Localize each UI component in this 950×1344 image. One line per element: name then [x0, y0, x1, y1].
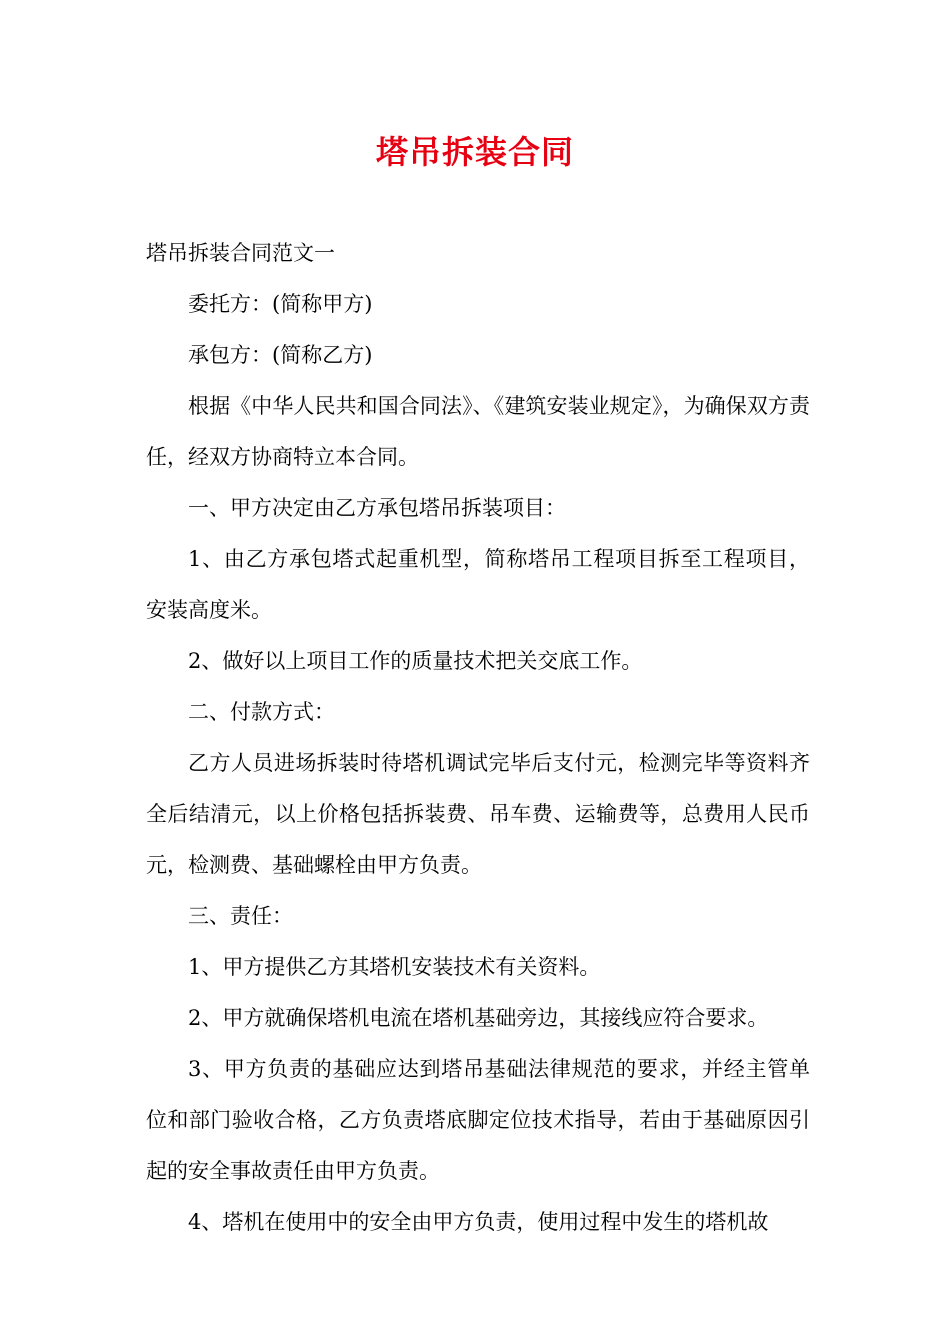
paragraph-client: 委托方：(简称甲方) — [188, 292, 373, 316]
subtitle-paragraph: 塔吊拆装合同范文一 — [146, 241, 335, 265]
paragraph-item-1-2: 2、做好以上项目工作的质量技术把关交底工作。 — [188, 649, 643, 673]
paragraph-basis: 根据《中华人民共和国合同法》、《建筑安装业规定》，为确保双方责任，经双方协商特立本合同。 — [146, 394, 810, 469]
paragraph-item-3-2: 2、甲方就确保塔机电流在塔机基础旁边，其接线应符合要求。 — [188, 1006, 769, 1030]
paragraph-item-1-1: 1、由乙方承包塔式起重机型，简称塔吊工程项目拆至工程项目，安装高度米。 — [146, 547, 810, 622]
section-heading-3: 三、责任： — [188, 904, 293, 928]
paragraph-contractor: 承包方：(简称乙方) — [188, 343, 373, 367]
document-title: 塔吊拆装合同 — [375, 133, 574, 171]
paragraph-item-3-3: 3、甲方负责的基础应达到塔吊基础法律规范的要求，并经主管单位和部门验收合格，乙方负责塔底脚定位技术指导，若由于基础原因引起的安全事故责任由甲方负责。 — [146, 1057, 810, 1183]
section-heading-2: 二、付款方式： — [188, 700, 335, 724]
document-body — [146, 228, 810, 1248]
paragraph-item-3-1: 1、甲方提供乙方其塔机安装技术有关资料。 — [188, 955, 601, 979]
section-heading-1: 一、甲方决定由乙方承包塔吊拆装项目： — [188, 496, 566, 520]
paragraph-payment: 乙方人员进场拆装时待塔机调试完毕后支付元，检测完毕等资料齐全后结清元，以上价格包括拆装费、吊车费、运输费等，总费用人民币元，检测费、基础螺栓由甲方负责。 — [146, 751, 810, 877]
paragraph-item-3-4: 4、塔机在使用中的安全由甲方负责，使用过程中发生的塔机故 — [188, 1210, 769, 1234]
